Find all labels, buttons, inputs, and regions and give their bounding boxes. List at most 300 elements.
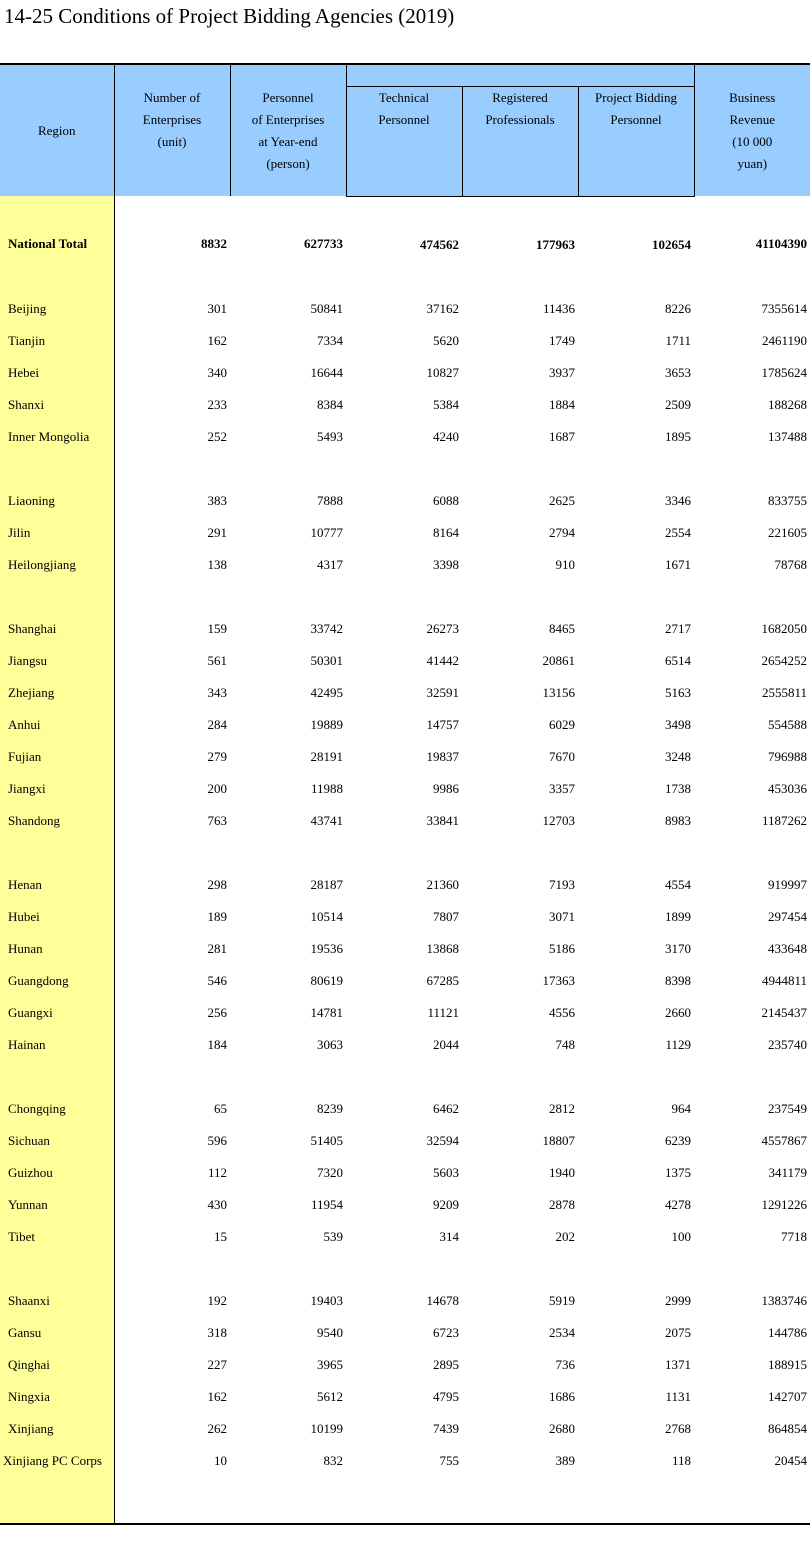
spacer-cell [114,453,230,485]
value-cell: 2555811 [761,684,808,700]
value-cell: 1711 [665,332,692,348]
value-cell: 80619 [310,972,343,988]
value-cell: 833755 [768,492,808,508]
value-cell: 2794 [549,524,575,540]
value-cell: 9540 [317,1324,343,1340]
value-cell: 910 [555,556,575,572]
region-cell: Henan [0,869,114,901]
table-row [0,485,810,517]
value-cell: 227 [207,1356,227,1372]
spacer-cell [346,453,462,485]
value-cell: 3965 [317,1356,343,1372]
region-cell: Jilin [0,517,114,549]
spacer-cell [578,1061,694,1093]
value-cell: 192 [207,1292,227,1308]
value-cell: 12703 [542,812,575,828]
value-cell: 596 [207,1132,227,1148]
table-end-spacer [0,1477,810,1524]
value-cell: 11436 [542,300,575,316]
header-technical: Technical Personnel [346,86,462,196]
header-enterprises: Number of Enterprises (unit) [114,64,230,196]
table-row [0,549,810,581]
value-cell: 4557867 [761,1132,808,1148]
value-cell: 51405 [310,1132,343,1148]
region-cell: Hunan [0,933,114,965]
region-cell: Tibet [0,1221,114,1253]
page-title: 14-25 Conditions of Project Bidding Agencies (2019) [4,4,455,28]
value-cell: 19403 [310,1292,343,1308]
value-cell: 202 [555,1228,575,1244]
value-cell: 37162 [426,300,459,316]
value-cell: 8465 [549,620,575,636]
value-cell: 100 [671,1228,692,1244]
value-cell: 2625 [549,492,575,508]
value-cell: 7355614 [761,300,808,316]
region-cell: Hebei [0,357,114,389]
value-cell: 2654252 [761,652,808,668]
spacer-cell [346,1253,462,1285]
spacer-cell [578,581,694,613]
value-cell: 561 [207,652,227,668]
value-cell: 2812 [549,1100,575,1116]
value-cell: 284 [207,716,227,732]
value-cell: 16644 [310,364,343,380]
value-cell: 32591 [426,684,459,700]
value-cell: 233 [207,396,227,412]
value-cell: 42495 [310,684,343,700]
value-cell: 1686 [549,1388,575,1404]
table-row [0,1317,810,1349]
region-cell: Heilongjiang [0,549,114,581]
value-cell: 102654 [652,236,692,252]
value-cell: 3346 [665,492,692,508]
value-cell: 188915 [768,1356,808,1372]
value-cell: 755 [439,1452,459,1468]
region-cell: Shanxi [0,389,114,421]
value-cell: 17363 [542,972,575,988]
table-row [0,357,810,389]
value-cell: 281 [207,940,227,956]
value-cell: 796988 [768,748,808,764]
value-cell: 4944811 [761,972,808,988]
value-cell: 237549 [768,1100,808,1116]
value-cell: 6462 [433,1100,459,1116]
value-cell: 8226 [665,300,692,316]
table-row [0,741,810,773]
value-cell: 188268 [768,396,808,412]
table-row [0,1125,810,1157]
value-cell: 1291226 [761,1196,808,1212]
value-cell: 2534 [549,1324,575,1340]
spacer-cell [114,581,230,613]
value-cell: 383 [207,492,227,508]
spacer-cell [578,1253,694,1285]
value-cell: 2999 [665,1292,692,1308]
region-cell: Xinjiang PC Corps [0,1445,114,1477]
spacer-cell [114,1061,230,1093]
value-cell: 341179 [768,1164,808,1180]
value-cell: 142707 [768,1388,808,1404]
value-cell: 1749 [549,332,575,348]
value-cell: 2145437 [761,1004,808,1020]
value-cell: 627733 [304,236,343,252]
value-cell: 20454 [774,1452,808,1468]
value-cell: 2660 [665,1004,692,1020]
value-cell: 144786 [768,1324,808,1340]
value-cell: 2075 [665,1324,692,1340]
spacer-cell [230,837,346,869]
value-cell: 297454 [768,908,808,924]
spacer-cell [462,837,578,869]
table-row [0,1285,810,1317]
value-cell: 19837 [426,748,459,764]
spacer-cell [230,581,346,613]
value-cell: 8384 [317,396,343,412]
value-cell: 1129 [665,1036,692,1052]
national-total-row [0,196,810,293]
region-cell: Shaanxi [0,1285,114,1317]
region-cell: Fujian [0,741,114,773]
value-cell: 3937 [549,364,575,380]
spacer-cell [578,453,694,485]
header-revenue: Business Revenue (10 000 yuan) [694,64,810,196]
value-cell: 7807 [433,908,459,924]
value-cell: 19536 [310,940,343,956]
spacer-cell [462,1253,578,1285]
table-row [0,1093,810,1125]
value-cell: 318 [207,1324,227,1340]
region-cell: Yunnan [0,1189,114,1221]
value-cell: 1682050 [761,620,808,636]
region-cell: Sichuan [0,1125,114,1157]
value-cell: 21360 [426,876,459,892]
value-cell: 159 [207,620,227,636]
table-row [0,645,810,677]
table-row [0,1381,810,1413]
table-row [0,517,810,549]
value-cell: 32594 [426,1132,459,1148]
spacer-cell [694,1061,810,1093]
header-bidding: Project Bidding Personnel [578,86,694,196]
value-cell: 1131 [665,1388,692,1404]
value-cell: 301 [207,300,227,316]
region-cell: National Total [0,196,114,293]
value-cell: 7320 [317,1164,343,1180]
group-spacer [0,1061,810,1093]
group-spacer [0,1253,810,1285]
value-cell: 256 [207,1004,227,1020]
value-cell: 2768 [665,1420,692,1436]
value-cell: 7888 [317,492,343,508]
spacer-cell [694,837,810,869]
value-cell: 1371 [665,1356,692,1372]
value-cell: 1940 [549,1164,575,1180]
header-personnel-breakdown [346,64,694,86]
value-cell: 41442 [426,652,459,668]
region-cell: Liaoning [0,485,114,517]
value-cell: 1899 [665,908,692,924]
value-cell: 15 [214,1228,227,1244]
spacer-cell [0,1061,114,1093]
spacer-cell [462,1061,578,1093]
value-cell: 2878 [549,1196,575,1212]
value-cell: 7193 [549,876,575,892]
value-cell: 200 [207,780,227,796]
region-cell: Gansu [0,1317,114,1349]
value-cell: 1738 [665,780,692,796]
table-row [0,773,810,805]
spacer-cell [230,1253,346,1285]
spacer-cell [346,581,462,613]
value-cell: 343 [207,684,227,700]
value-cell: 5919 [549,1292,575,1308]
value-cell: 1687 [549,428,575,444]
value-cell: 3398 [433,556,459,572]
value-cell: 2554 [665,524,692,540]
spacer-cell [0,453,114,485]
value-cell: 65 [214,1100,227,1116]
value-cell: 1187262 [761,812,808,828]
value-cell: 262 [207,1420,227,1436]
spacer-cell [694,581,810,613]
value-cell: 3071 [549,908,575,924]
value-cell: 474562 [420,236,459,252]
spacer-cell [230,1061,346,1093]
value-cell: 28187 [310,876,343,892]
spacer-cell [346,1477,462,1524]
value-cell: 5384 [433,396,459,412]
value-cell: 9209 [433,1196,459,1212]
table-row [0,1189,810,1221]
spacer-cell [0,1253,114,1285]
value-cell: 3170 [665,940,692,956]
value-cell: 50301 [310,652,343,668]
table-row [0,677,810,709]
region-cell: Guangxi [0,997,114,1029]
value-cell: 43741 [310,812,343,828]
value-cell: 6029 [549,716,575,732]
value-cell: 10827 [426,364,459,380]
value-cell: 252 [207,428,227,444]
region-cell: Hubei [0,901,114,933]
table-row [0,1029,810,1061]
value-cell: 2044 [433,1036,459,1052]
group-spacer [0,581,810,613]
table-row [0,933,810,965]
value-cell: 10199 [310,1420,343,1436]
value-cell: 389 [555,1452,575,1468]
value-cell: 118 [671,1452,692,1468]
table-row [0,709,810,741]
value-cell: 6088 [433,492,459,508]
spacer-cell [230,453,346,485]
value-cell: 2717 [665,620,692,636]
header-registered: Registered Professionals [462,86,578,196]
spacer-cell [578,1477,694,1524]
value-cell: 78768 [774,556,808,572]
value-cell: 1375 [665,1164,692,1180]
table-body [0,196,810,1524]
value-cell: 189 [207,908,227,924]
region-cell: Beijing [0,293,114,325]
region-cell: Jiangxi [0,773,114,805]
header-personnel: Personnel of Enterprises at Year-end (person) [230,64,346,196]
table-row [0,325,810,357]
value-cell: 50841 [310,300,343,316]
value-cell: 7718 [781,1228,808,1244]
header-region: Region [0,64,114,196]
spacer-cell [0,837,114,869]
value-cell: 4278 [665,1196,692,1212]
region-cell: Qinghai [0,1349,114,1381]
value-cell: 10514 [310,908,343,924]
value-cell: 19889 [310,716,343,732]
value-cell: 3498 [665,716,692,732]
region-cell: Shanghai [0,613,114,645]
region-cell: Hainan [0,1029,114,1061]
value-cell: 340 [207,364,227,380]
table-row [0,965,810,997]
table-row [0,997,810,1029]
value-cell: 10 [214,1452,227,1468]
value-cell: 11121 [427,1004,459,1020]
value-cell: 4554 [665,876,692,892]
value-cell: 7439 [433,1420,459,1436]
value-cell: 748 [555,1036,575,1052]
value-cell: 5163 [665,684,692,700]
value-cell: 6723 [433,1324,459,1340]
group-spacer [0,837,810,869]
value-cell: 5493 [317,428,343,444]
value-cell: 1671 [665,556,692,572]
value-cell: 184 [207,1036,227,1052]
value-cell: 4795 [433,1388,459,1404]
table-row [0,389,810,421]
region-cell: Zhejiang [0,677,114,709]
value-cell: 1884 [549,396,575,412]
value-cell: 2509 [665,396,692,412]
value-cell: 11954 [310,1196,343,1212]
value-cell: 763 [207,812,227,828]
value-cell: 221605 [768,524,808,540]
region-cell: Anhui [0,709,114,741]
table-row [0,613,810,645]
value-cell: 919997 [768,876,808,892]
table-row [0,1445,810,1477]
value-cell: 5620 [433,332,459,348]
value-cell: 14781 [310,1004,343,1020]
value-cell: 832 [323,1452,343,1468]
value-cell: 8832 [201,236,227,252]
value-cell: 18807 [542,1132,575,1148]
value-cell: 162 [207,332,227,348]
region-cell: Inner Mongolia [0,421,114,453]
value-cell: 539 [323,1228,343,1244]
value-cell: 298 [207,876,227,892]
table-row [0,1349,810,1381]
value-cell: 5186 [549,940,575,956]
value-cell: 10777 [310,524,343,540]
value-cell: 13868 [426,940,459,956]
table-row [0,1413,810,1445]
spacer-cell [694,453,810,485]
spacer-cell [462,1477,578,1524]
value-cell: 9986 [433,780,459,796]
spacer-cell [0,1477,114,1524]
spacer-cell [230,1477,346,1524]
value-cell: 2895 [433,1356,459,1372]
value-cell: 4556 [549,1004,575,1020]
value-cell: 5612 [317,1388,343,1404]
table-row [0,1157,810,1189]
value-cell: 7670 [549,748,575,764]
region-cell: Tianjin [0,325,114,357]
spacer-cell [114,1253,230,1285]
value-cell: 3357 [549,780,575,796]
table-row [0,1221,810,1253]
value-cell: 6514 [665,652,692,668]
value-cell: 235740 [768,1036,808,1052]
spacer-cell [462,581,578,613]
table-row [0,805,810,837]
region-cell: Xinjiang [0,1413,114,1445]
value-cell: 433648 [768,940,808,956]
value-cell: 291 [207,524,227,540]
value-cell: 41104390 [755,236,808,252]
value-cell: 453036 [768,780,808,796]
value-cell: 33841 [426,812,459,828]
value-cell: 5603 [433,1164,459,1180]
value-cell: 8398 [665,972,692,988]
value-cell: 11988 [310,780,343,796]
spacer-cell [114,837,230,869]
value-cell: 112 [207,1164,227,1180]
value-cell: 138 [207,556,227,572]
region-cell: Guangdong [0,965,114,997]
value-cell: 26273 [426,620,459,636]
region-cell: Jiangsu [0,645,114,677]
table-row [0,293,810,325]
value-cell: 33742 [310,620,343,636]
spacer-cell [114,1477,230,1524]
spacer-cell [462,453,578,485]
value-cell: 736 [555,1356,575,1372]
value-cell: 8239 [317,1100,343,1116]
value-cell: 2461190 [761,332,808,348]
value-cell: 314 [439,1228,459,1244]
spacer-cell [346,1061,462,1093]
value-cell: 8164 [433,524,459,540]
value-cell: 14757 [426,716,459,732]
value-cell: 177963 [536,236,575,252]
value-cell: 3653 [665,364,692,380]
value-cell: 1785624 [761,364,808,380]
value-cell: 14678 [426,1292,459,1308]
value-cell: 6239 [665,1132,692,1148]
table-row [0,421,810,453]
region-cell: Shandong [0,805,114,837]
value-cell: 1895 [665,428,692,444]
spacer-cell [694,1477,810,1524]
value-cell: 28191 [310,748,343,764]
value-cell: 546 [207,972,227,988]
value-cell: 4240 [433,428,459,444]
value-cell: 964 [671,1100,692,1116]
value-cell: 13156 [542,684,575,700]
value-cell: 430 [207,1196,227,1212]
table-row [0,901,810,933]
value-cell: 554588 [768,716,808,732]
